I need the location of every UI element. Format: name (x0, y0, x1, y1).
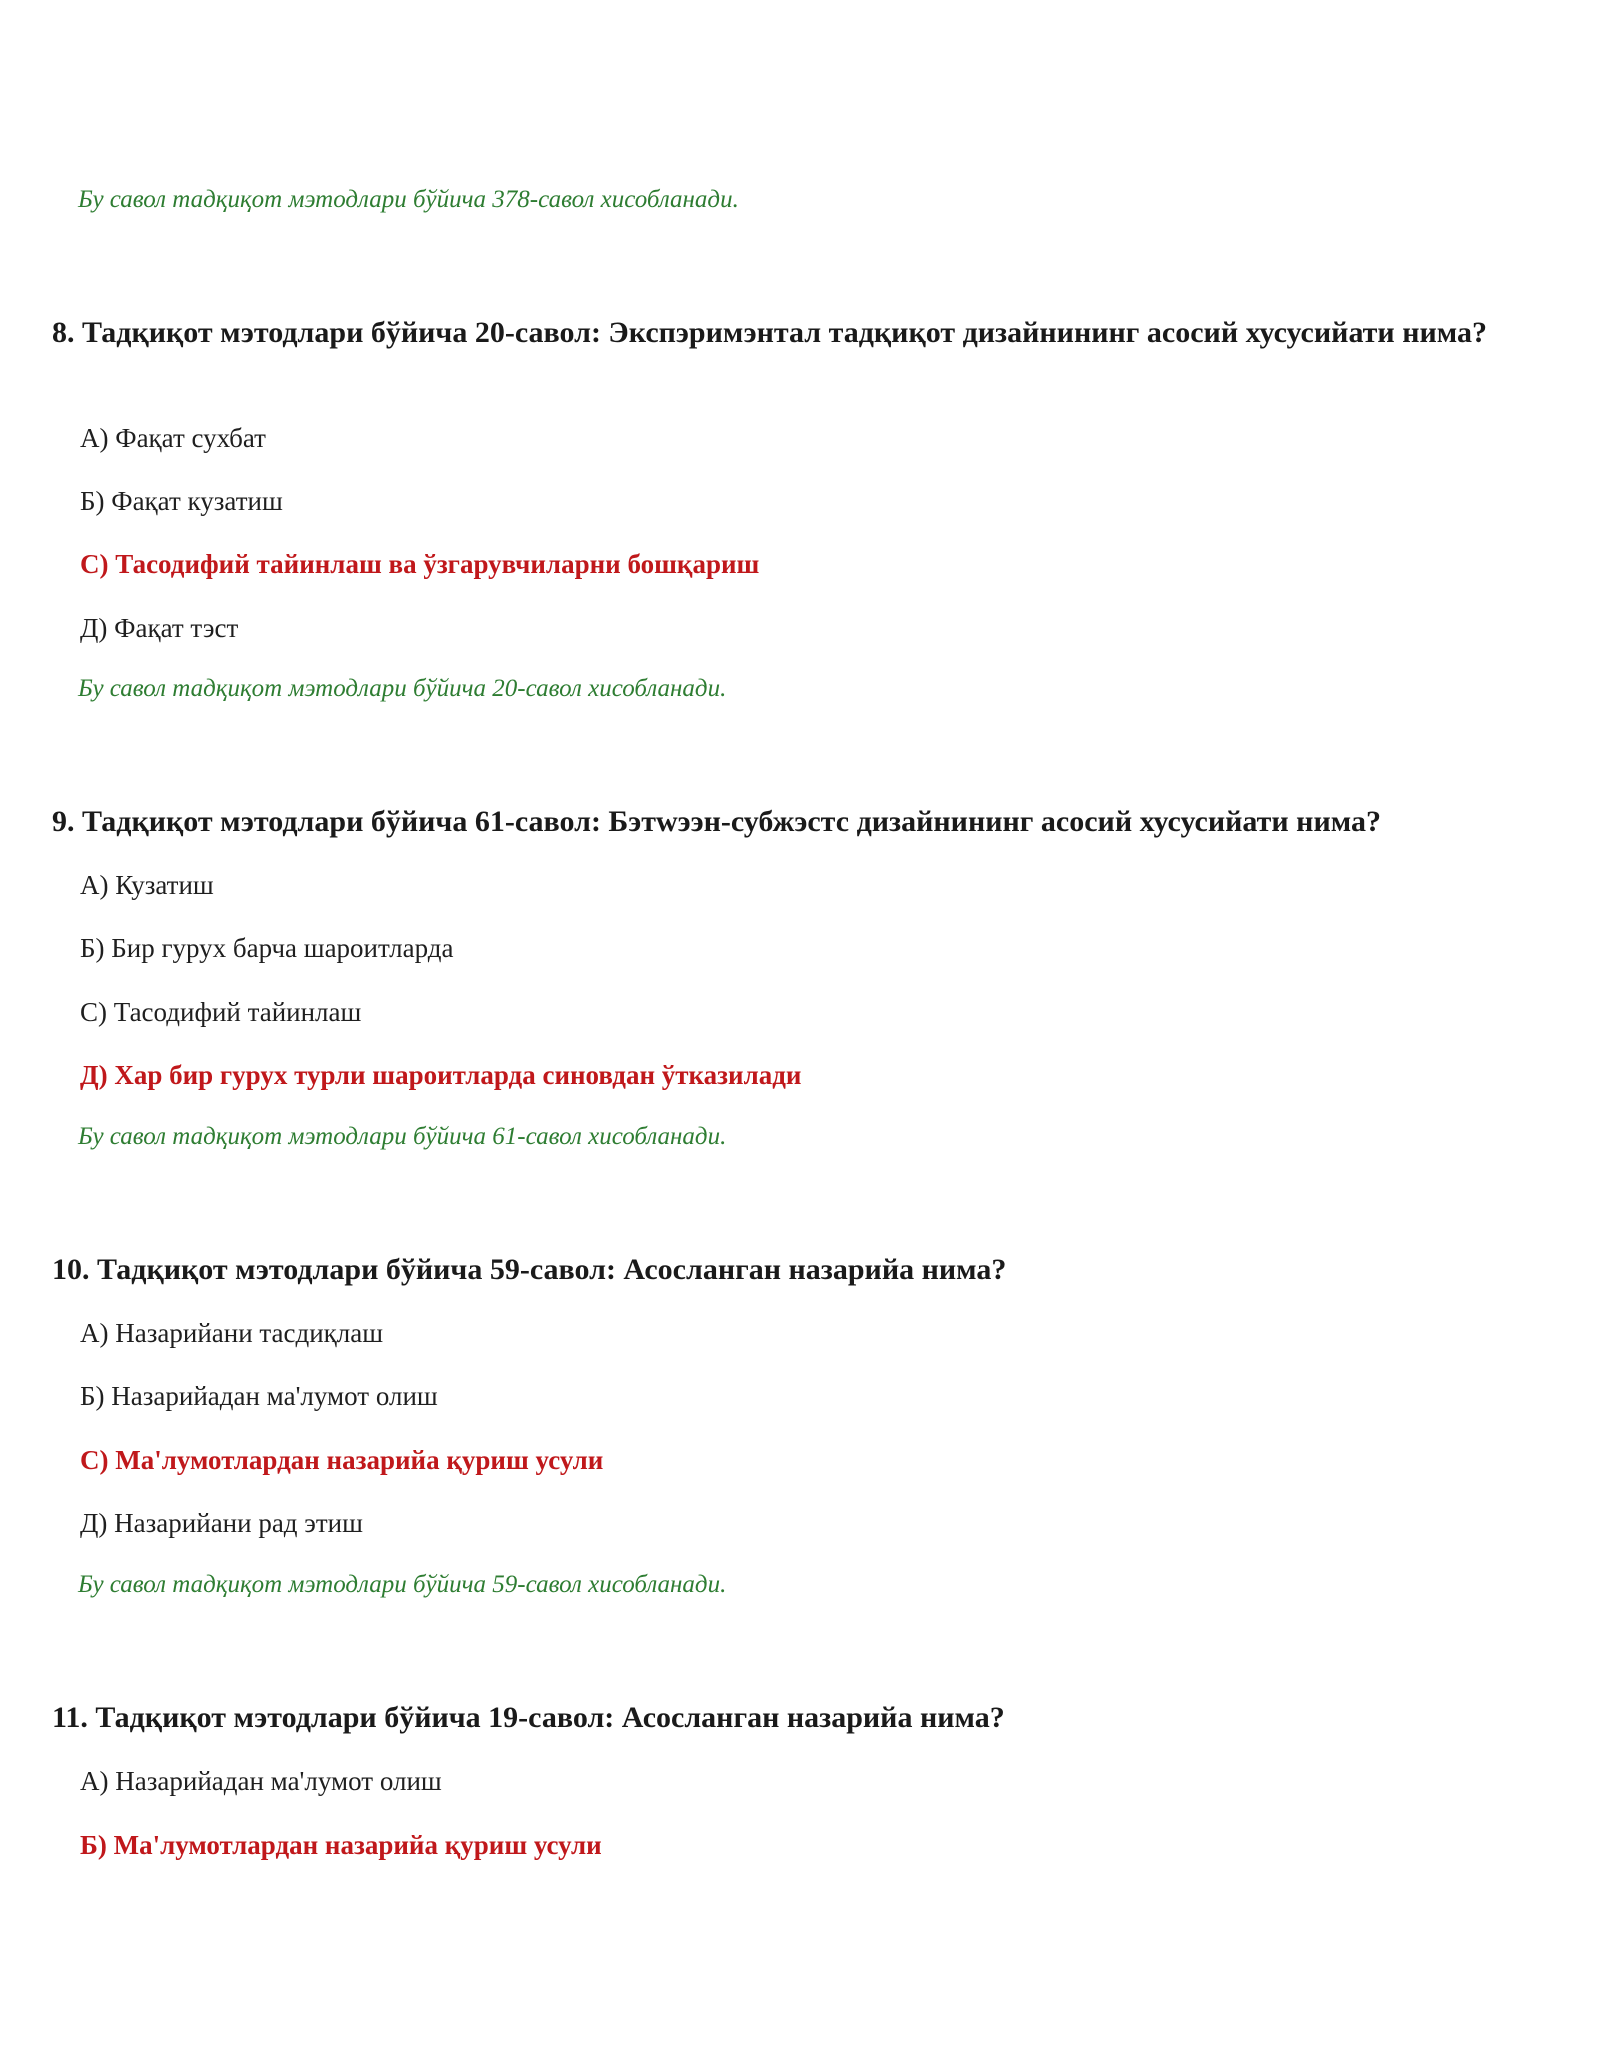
question-note: Бу савол тадқиқот мэтодлари бўйича 378-савол хисобланади. (78, 186, 739, 213)
answer-option: Б) Назарийадан ма'лумот олиш (80, 1381, 438, 1411)
question-heading: 9. Тадқиқот мэтодлари бўйича 61-савол: Бэтwээн-субжэстс дизайнининг асосий хусусийати нима? (52, 805, 1381, 838)
answer-option: А) Кузатиш (80, 870, 214, 900)
answer-option: Б) Фақат кузатиш (80, 486, 283, 516)
answer-option: Д) Фақат тэст (80, 613, 239, 643)
answer-option: С) Тасодифий тайинлаш (80, 997, 362, 1027)
question-note: Бу савол тадқиқот мэтодлари бўйича 20-савол хисобланади. (78, 675, 727, 702)
correct-answer-option: Д) Хар бир гурух турли шароитларда синовдан ўтказилади (80, 1060, 802, 1090)
answer-option: Д) Назарийани рад этиш (80, 1508, 363, 1538)
question-heading: 10. Тадқиқот мэтодлари бўйича 59-савол: Асосланган назарийа нима? (52, 1253, 1007, 1286)
question-note: Бу савол тадқиқот мэтодлари бўйича 61-савол хисобланади. (78, 1123, 727, 1150)
answer-option: А) Фақат сухбат (80, 423, 266, 453)
answer-option: А) Назарийадан ма'лумот олиш (80, 1766, 442, 1796)
question-heading: 11. Тадқиқот мэтодлари бўйича 19-савол: Асосланган назарийа нима? (52, 1701, 1005, 1734)
answer-option: Б) Бир гурух барча шароитларда (80, 933, 454, 963)
question-heading: 8. Тадқиқот мэтодлари бўйича 20-савол: Экспэримэнтал тадқиқот дизайнининг асосий хусусийати нима? (52, 316, 1487, 349)
correct-answer-option: С) Ма'лумотлардан назарийа қуриш усули (80, 1445, 604, 1475)
question-note: Бу савол тадқиқот мэтодлари бўйича 59-савол хисобланади. (78, 1571, 727, 1598)
correct-answer-option: Б) Ма'лумотлардан назарийа қуриш усули (80, 1830, 602, 1860)
answer-option: А) Назарийани тасдиқлаш (80, 1318, 384, 1348)
correct-answer-option: С) Тасодифий тайинлаш ва ўзгарувчиларни бошқариш (80, 549, 760, 579)
